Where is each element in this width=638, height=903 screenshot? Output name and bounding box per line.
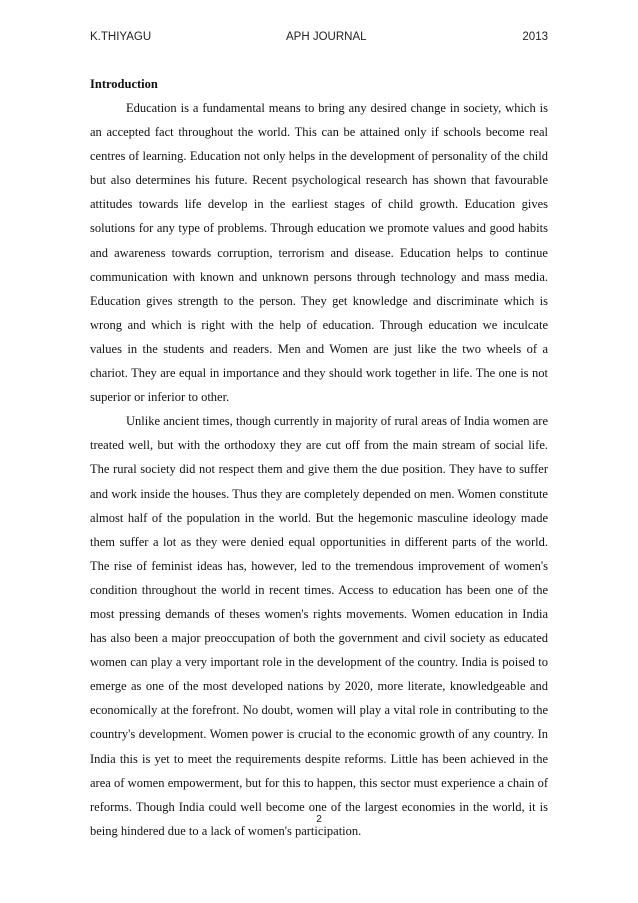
header-year: 2013 [522,31,548,43]
document-body [90,72,548,843]
paragraph: Education is a fundamental means to bring any desired change in society, which is an accepted fact throughout the world. This can be attained only if schools become real centres of learning. Education not only helps in the development of personality of the child but also determines his future. Recent psychological research has shown that favourable attitudes towards life develop in the earliest stages of child growth. Education gives solutions for any type of problems. Through education we promote values and good habits and awareness towards corruption, terrorism and disease. Education helps to continue communication with known and unknown persons through technology and mass media. Education gives strength to the person. They get knowledge and discriminate which is wrong and which is right with the help of education. Through education we inculcate values in the students and readers. Men and Women are just like the two wheels of a chariot. They are equal in importance and they should work together in life. The one is not superior or inferior to other. [90,101,548,405]
page-number: 2 [316,814,322,825]
page-header [90,31,548,49]
section-heading: Introduction [90,77,158,91]
paragraph: Unlike ancient times, though currently in majority of rural areas of India women are treated well, but with the orthodoxy they are cut off from the main stream of social life. The rural society did not respect them and give them the due position. They have to suffer and work inside the houses. Thus they are completely depended on men. Women constitute almost half of the population in the world. But the hegemonic masculine ideology made them suffer a lot as they were denied equal opportunities in different parts of the world. The rise of feminist ideas has, however, led to the tremendous improvement of women's condition throughout the world in recent times. Access to education has been one of the most pressing demands of theses women's rights movements. Women education in India has also been a major preoccupation of both the government and civil society as educated women can play a very important role in the development of the country. India is poised to emerge as one of the most developed nations by 2020, more literate, knowledgeable and economically at the forefront. No doubt, women will play a vital role in contributing to the country's development. Women power is crucial to the economic growth of any country. In India this is yet to meet the requirements despite reforms. Little has been achieved in the area of women empowerment, but for this to happen, this sector must experience a chain of reforms. Though India could well become one of the largest economies in the world, it is being hindered due to a lack of women's participation. [90,414,548,838]
header-author: K.THIYAGU [90,31,152,43]
header-journal: APH JOURNAL [286,31,367,43]
